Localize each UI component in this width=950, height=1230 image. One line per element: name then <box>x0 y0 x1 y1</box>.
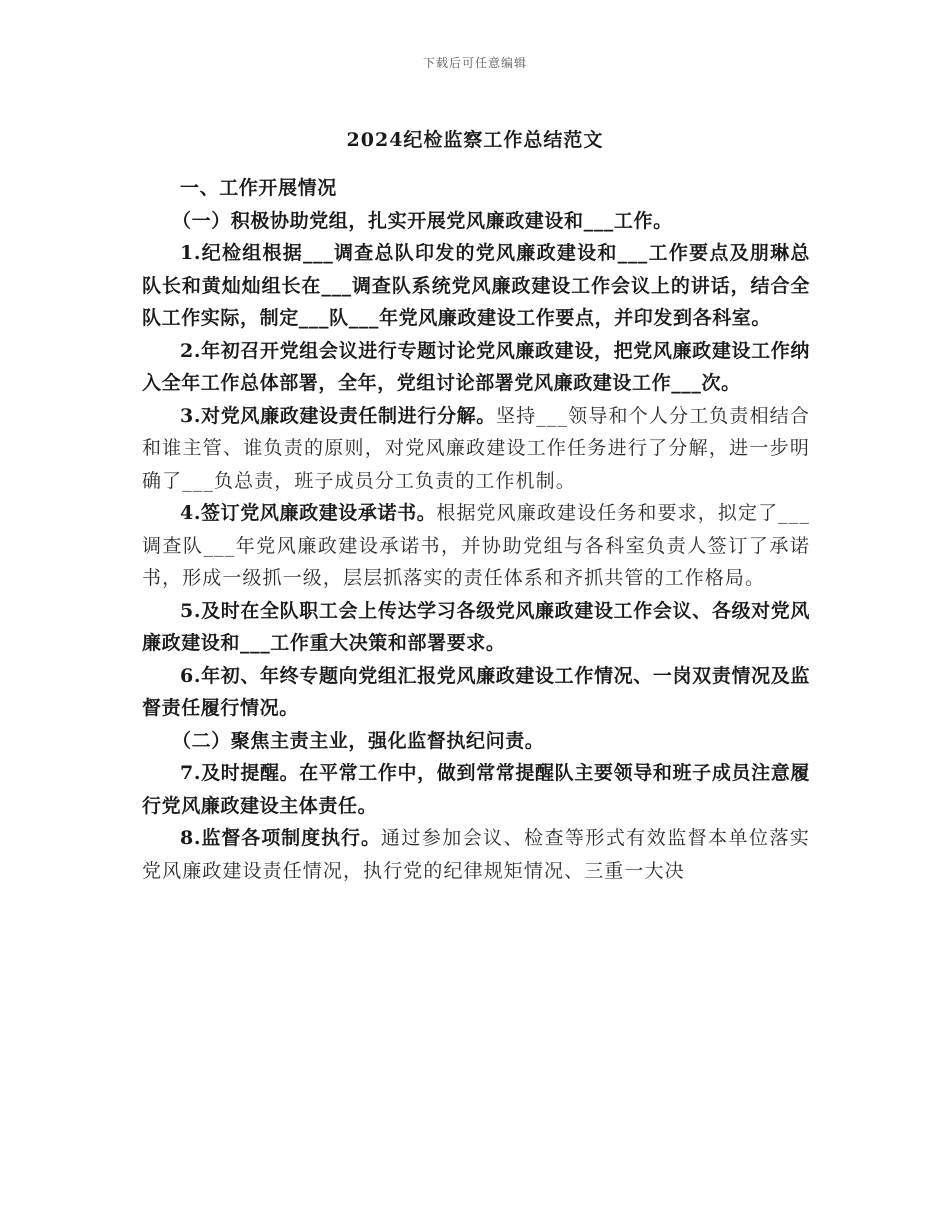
paragraph-item-8 <box>142 822 810 887</box>
page-title: 2024纪检监察工作总结范文 <box>346 129 604 151</box>
paragraph-item-1: 1.纪检组根据___调查总队印发的党风廉政建设和___工作要点及朋琳总队长和黄灿灿组长在___调查队系统党风廉政建设工作会议上的讲话，结合全队工作实际，制定___队___年党风廉政建设工作要点，并印发到各科室。 <box>142 242 810 329</box>
subsection-heading: （二）聚焦主责主业，强化监督执纪问责。 <box>172 729 545 752</box>
paragraph-lead: 3.对党风廉政建设责任制进行分解。 <box>180 404 496 427</box>
paragraph-item-3 <box>142 400 810 498</box>
document-body <box>142 172 810 887</box>
paragraph-item-2: 2.年初召开党组会议进行专题讨论党风廉政建设，把党风廉政建设工作纳入全年工作总体部署，全年，党组讨论部署党风廉政建设工作___次。 <box>142 339 810 394</box>
subsection-heading: （一）积极协助党组，扎实开展党风廉政建设和___工作。 <box>172 209 673 232</box>
paragraph-item-5: 5.及时在全队职工会上传达学习各级党风廉政建设工作会议、各级对党风廉政建设和___工作重大决策和部署要求。 <box>142 599 810 654</box>
paragraph-item-4 <box>142 497 810 595</box>
paragraph-item-6: 6.年初、年终专题向党组汇报党风廉政建设工作情况、一岗双责情况及监督责任履行情况。 <box>142 664 810 719</box>
paragraph-text: 坚持___领导和个人分工负责相结合和谁主管、谁负责的原则，对党风廉政建设工作任务进行了分解，进一步明确了___负总责，班子成员分工负责的工作机制。 <box>142 404 811 492</box>
section-heading: 一、工作开展情况 <box>180 177 337 199</box>
paragraph-lead: 4.签订党风廉政建设承诺书。 <box>180 502 437 524</box>
paragraph-item-7: 7.及时提醒。在平常工作中，做到常常提醒队主要领导和班子成员注意履行党风廉政建设主体责任。 <box>142 762 810 817</box>
paragraph-text: 根据党风廉政建设任务和要求，拟定了___调查队___年党风廉政建设承诺书，并协助党组与各科室负责人签订了承诺书，形成一级抓一级，层层抓落实的责任体系和齐抓共管的工作格局。 <box>142 502 810 589</box>
header-note: 下载后可任意编辑 <box>422 56 527 70</box>
paragraph-lead: 8.监督各项制度执行。 <box>180 827 381 849</box>
paragraph-text: 通过参加会议、检查等形式有效监督本单位落实党风廉政建设责任情况，执行党的纪律规矩情况、三重一大决 <box>142 827 810 882</box>
